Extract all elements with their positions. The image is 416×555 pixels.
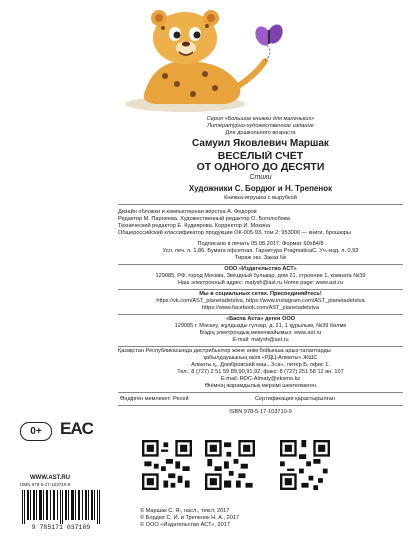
credit-line: Дизайн обложки и компьютерная вёрстка А. Федоров bbox=[118, 209, 257, 215]
certification: Сертификация қарастырылған bbox=[255, 396, 335, 402]
series-line: Серия «Большие книжки для маленьких» bbox=[206, 116, 315, 122]
copyright-line: © ООО «Издательство АСТ», 2017 bbox=[140, 522, 230, 528]
book-title-line1: ВЕСЁЛЫЙ СЧЁТ bbox=[217, 151, 304, 162]
kazakh-email-line: Біздің электрондық мекенжайымыз: www.ast.ru bbox=[199, 330, 322, 336]
divider bbox=[118, 289, 403, 290]
kazakh-publisher: «Баспа Аста» деген ООО bbox=[225, 316, 296, 322]
publisher-contacts: Наш электронный адрес: malysh@ast.ru Home page: www.ast.ru bbox=[177, 280, 344, 286]
credit-line: Общероссийский классификатор продукции ОК-005-93, том 2; 953000 — книги, брошюры bbox=[118, 230, 351, 236]
print-line: Усл. печ. л. 1,86. Бумага офсетная. Гарнитура PragmaticaC. Уч.-изд. л. 0,93 bbox=[162, 248, 359, 254]
copyright-line: © Маршак С. Я., насл., текст, 2017 bbox=[140, 508, 230, 514]
isbn: ISBN 978-5-17-103710-9 bbox=[229, 409, 292, 415]
distributor-line: E-mail: RDC-Almaty@eksmo.kz bbox=[220, 376, 301, 382]
edition-type: Литературно-художественное издание bbox=[207, 123, 314, 129]
copyright-line: © Бордюг С. И. и Трепенок Н. А., 2017 bbox=[140, 515, 240, 521]
barcode-isbn: ISBN 978-5-17-103710-9 bbox=[20, 482, 71, 487]
distributor-line: Қазақстан Республикасында дистрибьютор және өнім бойынша арыз-талаптарды bbox=[118, 348, 331, 354]
credit-line: Редактор М. Парнеева. Художественный редактор О. Боголюбова bbox=[118, 216, 290, 222]
divider bbox=[118, 314, 403, 315]
publisher-address: 129085, РФ, город Москва, Звёздный бульвар, дом 21, строение 1, комната №39 bbox=[155, 273, 366, 279]
leopard-cub-illustration bbox=[115, 6, 305, 114]
eac-mark-icon: EAC bbox=[60, 419, 93, 438]
distributor-line: қабылдаушының өкілі «РДЦ-Алматы» ЖШС bbox=[203, 355, 318, 361]
genre: Стихи bbox=[249, 174, 272, 181]
kazakh-email: E-mail: malysh@ast.ru bbox=[232, 337, 289, 343]
credit-line: Технический редактор Е. Кудиярова. Корректор И. Мокина bbox=[118, 223, 271, 229]
distributor-line: Тел.: 8 (727) 2 51 59 89,90,91,92, факс: 8 (727) 251 58 12 вн. 107 bbox=[177, 369, 344, 375]
distributor-line: Өнімнің жарамдылық мерзімі шектелмеген bbox=[204, 383, 317, 389]
age-rating-badge: 0+ bbox=[20, 422, 52, 441]
print-line: Подписано в печать 05.08.2017. Формат 60x84/8 bbox=[197, 241, 324, 247]
qr-code-icon bbox=[205, 440, 255, 490]
website[interactable]: WWW.AST.RU bbox=[30, 475, 70, 481]
publisher-name: ООО «Издательство АСТ» bbox=[224, 266, 297, 272]
qr-code-icon bbox=[280, 440, 330, 490]
artists: Художники С. Бордюг и Н. Трепенок bbox=[188, 184, 333, 193]
butterfly-icon bbox=[252, 22, 285, 48]
social-link[interactable]: https://www.facebook.com/AST_planetadetstva bbox=[202, 305, 319, 311]
divider bbox=[118, 264, 403, 265]
social-title: Мы в социальных сетях. Присоединяйтесь! bbox=[199, 291, 322, 297]
format-note: Книжка-игрушка с вырубкой bbox=[224, 195, 297, 201]
divider bbox=[118, 346, 403, 347]
distributor-line: Алматы қ., Домбровский көш., 3«а», литер Б, офис 1. bbox=[191, 362, 330, 368]
age-group: Для дошкольного возраста bbox=[225, 130, 296, 136]
social-link[interactable]: https://vk.com/AST_planetadetstva, https://www.instagram.com/AST_planetadetstva bbox=[156, 298, 365, 304]
qr-code-icon bbox=[142, 440, 192, 490]
country-of-origin: Өндірген мемлекет: Ресей bbox=[120, 396, 189, 402]
divider bbox=[118, 392, 403, 393]
divider bbox=[118, 204, 403, 205]
print-line: Тираж экз. Заказ № bbox=[234, 255, 287, 261]
author-name: Самуил Яковлевич Маршак bbox=[192, 138, 329, 149]
barcode-digits: 9 785171 037109 bbox=[31, 524, 91, 531]
divider bbox=[118, 405, 403, 406]
book-title-line2: ОТ ОДНОГО ДО ДЕСЯТИ bbox=[196, 162, 325, 173]
kazakh-address: 129085 г. Мәскеу, жұлдызды гүлзар, д. 21, 1 құрылым, №39 бөлме bbox=[174, 323, 347, 329]
